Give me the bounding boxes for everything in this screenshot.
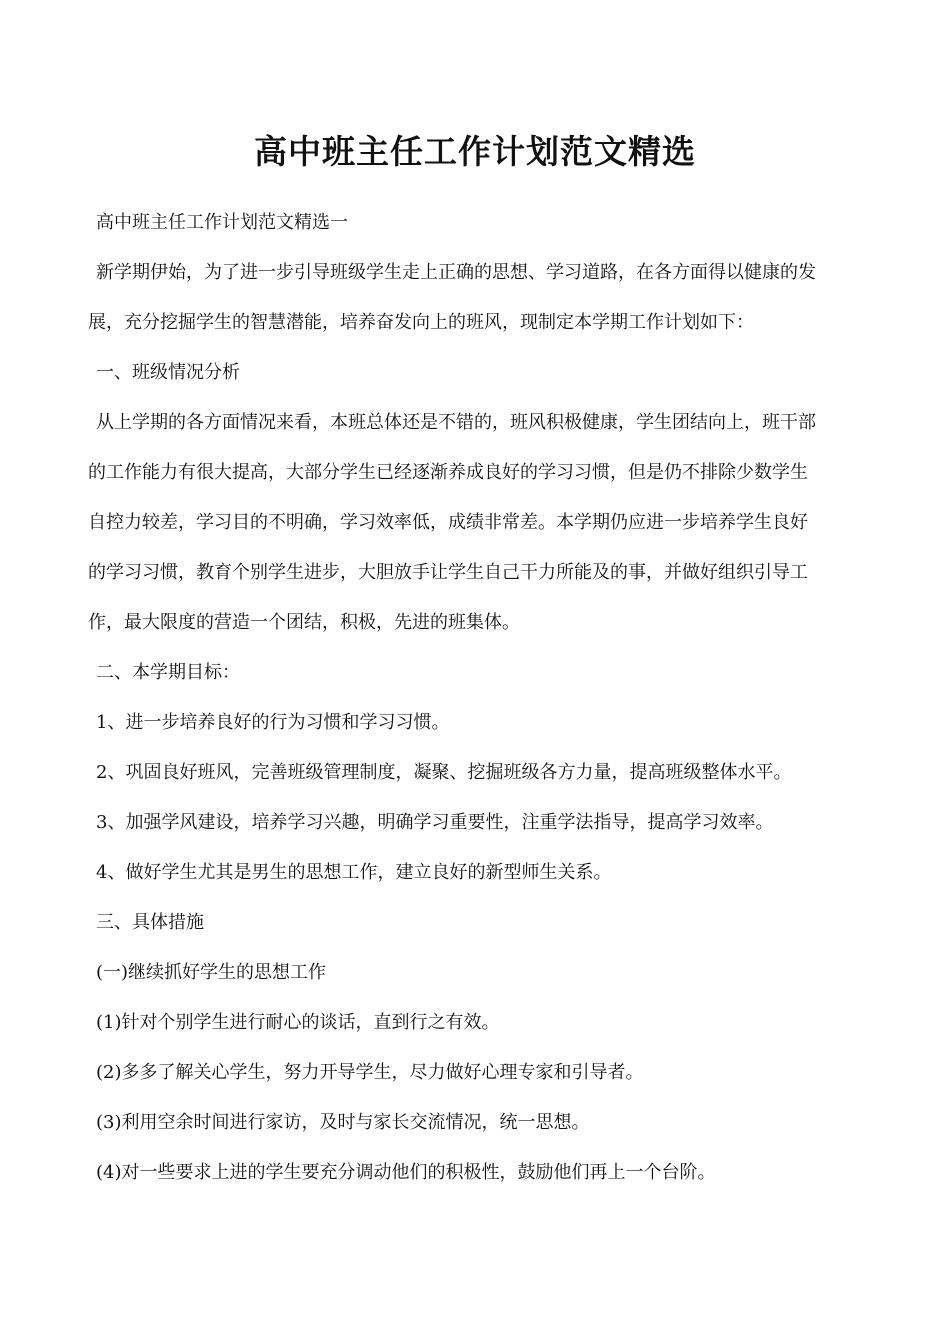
list-item: 1、进一步培养良好的行为习惯和学习习惯。 [96,712,450,733]
section-heading: 二、本学期目标： [96,662,240,683]
section-heading: 三、具体措施 [96,912,204,933]
paragraph-line: 新学期伊始，为了进一步引导班级学生走上正确的思想、学习道路，在各方面得以健康的发 [96,262,816,283]
paragraph-line: 从上学期的各方面情况来看，本班总体还是不错的，班风积极健康，学生团结向上，班干部 [96,412,816,433]
paragraph-line: 的工作能力有很大提高，大部分学生已经逐渐养成良好的学习习惯，但是仍不排除少数学生 [88,462,808,483]
document-title: 高中班主任工作计划范文精选 [254,132,696,171]
list-item: (2)多多了解关心学生，努力开导学生，尽力做好心理专家和引导者。 [96,1062,644,1083]
list-item: 3、加强学风建设，培养学习兴趣，明确学习重要性，注重学法指导，提高学习效率。 [96,812,774,833]
document-body [88,210,863,1210]
subsection-heading: (一)继续抓好学生的思想工作 [96,962,327,983]
paragraph-line: 的学习习惯，教育个别学生进步，大胆放手让学生自己干力所能及的事，并做好组织引导工 [88,562,808,583]
list-item: 4、做好学生尤其是男生的思想工作，建立良好的新型师生关系。 [96,862,612,883]
section-heading: 一、班级情况分析 [96,362,240,383]
list-item: (3)利用空余时间进行家访，及时与家长交流情况，统一思想。 [96,1112,590,1133]
list-item: 2、巩固良好班风，完善班级管理制度，凝聚、挖掘班级各方力量，提高班级整体水平。 [96,762,792,783]
paragraph-line: 作，最大限度的营造一个团结，积极，先进的班集体。 [88,612,520,633]
list-item: (4)对一些要求上进的学生要充分调动他们的积极性，鼓励他们再上一个台阶。 [96,1162,716,1183]
paragraph-line: 展，充分挖掘学生的智慧潜能，培养奋发向上的班风，现制定本学期工作计划如下： [88,312,754,333]
paragraph-line: 自控力较差，学习目的不明确，学习效率低，成绩非常差。本学期仍应进一步培养学生良好 [88,512,808,533]
section-heading: 高中班主任工作计划范文精选一 [96,212,348,233]
list-item: (1)针对个别学生进行耐心的谈话，直到行之有效。 [96,1012,500,1033]
